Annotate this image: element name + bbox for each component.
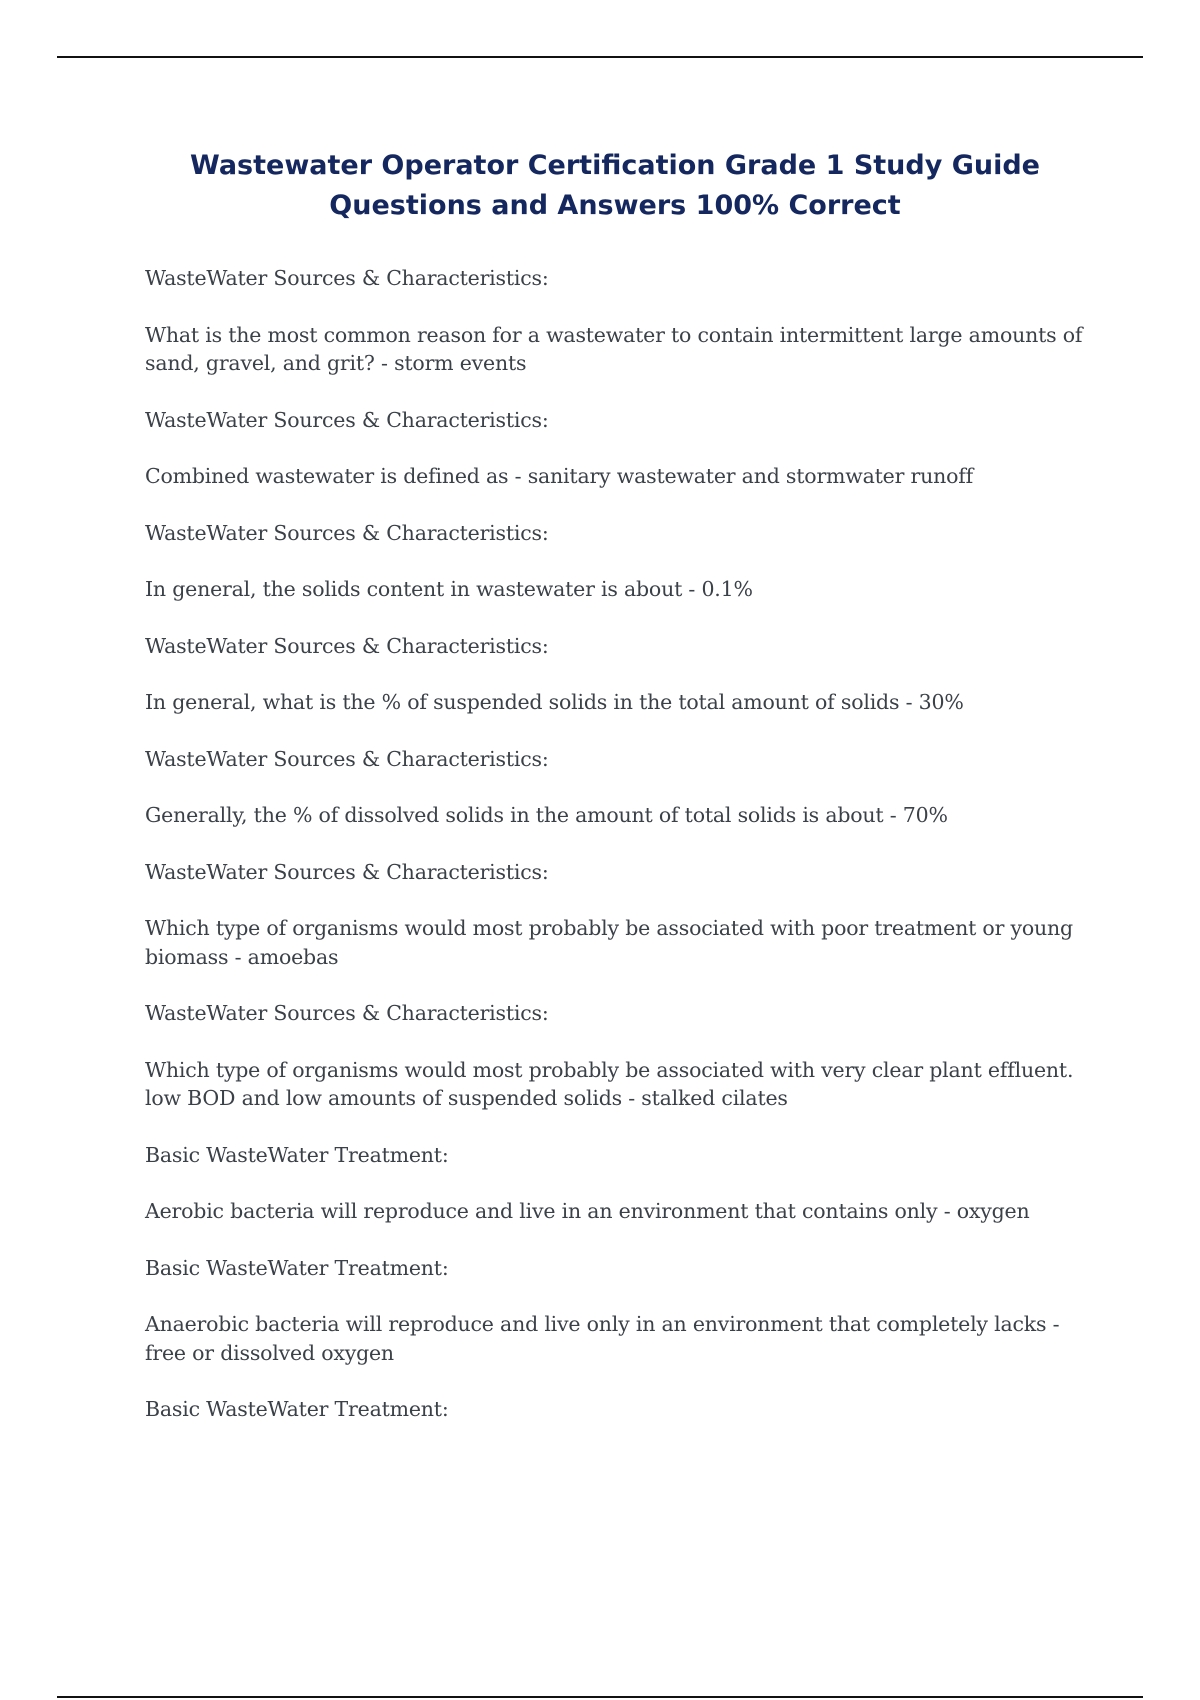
- page-title: [140, 146, 1090, 226]
- question-answer: In general, what is the % of suspended solids in the total amount of solids - 30%: [145, 690, 964, 714]
- question-answer: Generally, the % of dissolved solids in the amount of total solids is about - 70%: [145, 803, 948, 827]
- question-answer: What is the most common reason for a wastewater to contain intermittent large amounts of sand, gravel, and grit? - storm events: [145, 322, 1083, 375]
- section-heading: WasteWater Sources & Characteristics:: [145, 266, 549, 290]
- question-answer: Aerobic bacteria will reproduce and live in an environment that contains only - oxygen: [145, 1199, 1030, 1223]
- question-answer: Anaerobic bacteria will reproduce and live only in an environment that completely lacks - free or dissolved oxygen: [145, 1312, 1060, 1365]
- question-answer: Which type of organisms would most probably be associated with very clear plant effluent. low BOD and low amounts of suspended solids - stalked cilates: [145, 1057, 1074, 1110]
- question-answer: Combined wastewater is defined as - sanitary wastewater and stormwater runoff: [145, 464, 974, 488]
- section-heading: WasteWater Sources & Characteristics:: [145, 407, 549, 432]
- top-rule: [57, 56, 1143, 58]
- section-heading: WasteWater Sources & Characteristics:: [145, 1001, 549, 1025]
- document-body: [145, 264, 1090, 1452]
- section-heading: Basic WasteWater Treatment:: [145, 1142, 449, 1167]
- section-heading: WasteWater Sources & Characteristics:: [145, 520, 549, 545]
- bottom-rule: [57, 1696, 1143, 1698]
- section-heading: Basic WasteWater Treatment:: [145, 1397, 449, 1421]
- section-heading: WasteWater Sources & Characteristics:: [145, 633, 549, 658]
- title-line-1: Wastewater Operator Certification Grade 1 Study Guide: [190, 150, 1040, 181]
- section-heading: WasteWater Sources & Characteristics:: [145, 859, 549, 884]
- title-line-2: Questions and Answers 100% Correct: [329, 190, 901, 221]
- question-answer: In general, the solids content in wastewater is about - 0.1%: [145, 577, 753, 601]
- section-heading: Basic WasteWater Treatment:: [145, 1255, 449, 1280]
- section-heading: WasteWater Sources & Characteristics:: [145, 746, 549, 771]
- question-answer: Which type of organisms would most probably be associated with poor treatment or young biomass - amoebas: [145, 916, 1073, 969]
